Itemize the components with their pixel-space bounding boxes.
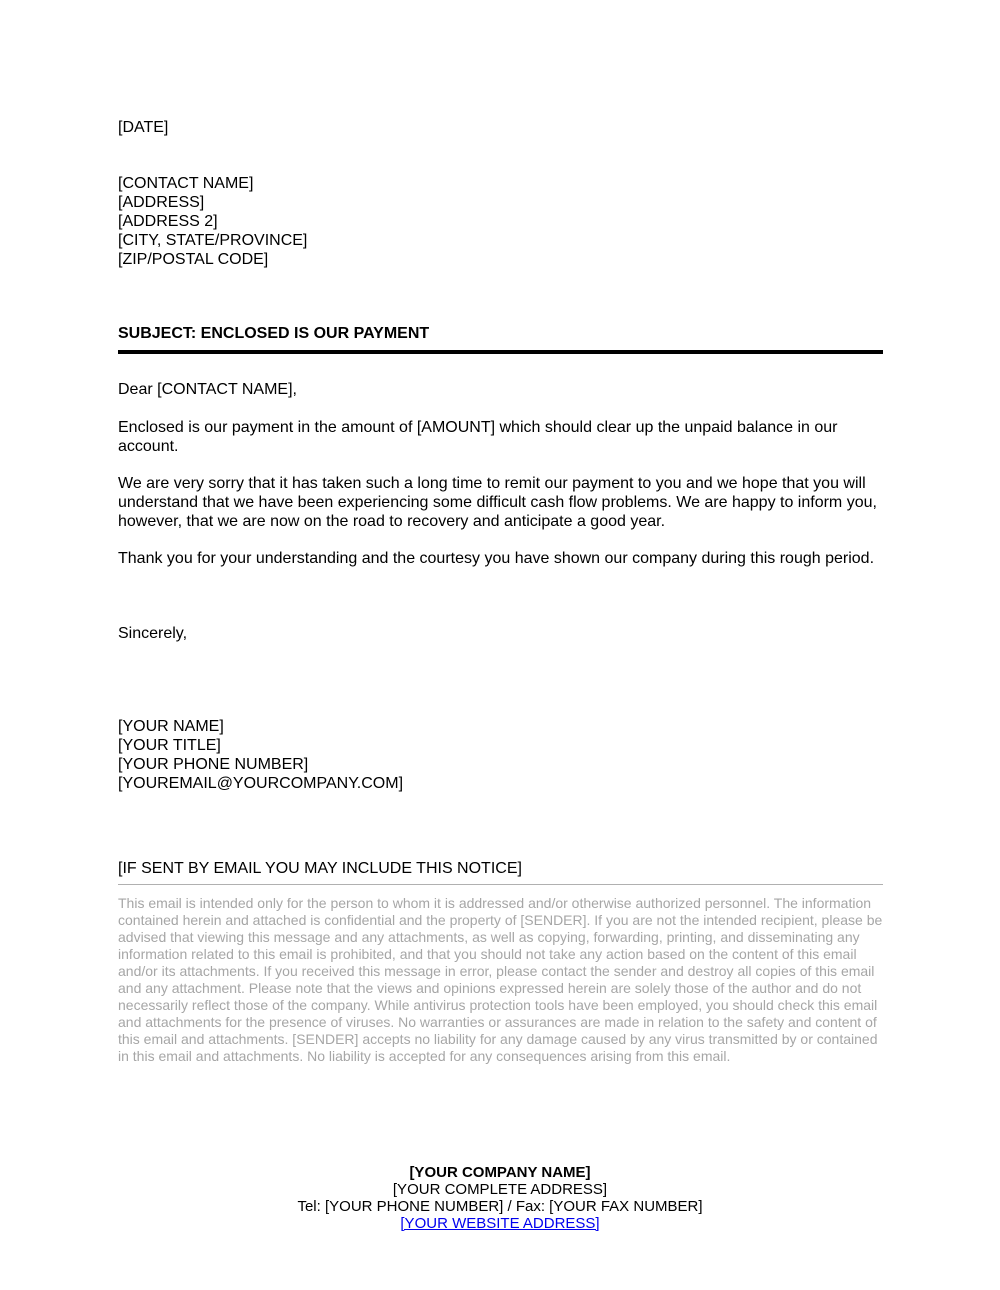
- disclaimer-text: This email is intended only for the person to whom it is addressed and/or otherwise authorized personnel. The information contained herein and attached is confidential and the property of [SENDER]. If you are not the intended recipient, please be advised that viewing this message and any attachments, as well as copying, forwarding, printing, and disseminating any information related to this email is prohibited, and that you should not take any action based on the content of this email and/or its attachments. If you received this message in error, please contact the sender and destroy all copies of this email and any attachment. Please note that the views and opinions expressed herein are solely those of the author and do not necessarily reflect those of the company. While antivirus protection tools have been employed, you should check this email and attachments for the presence of viruses. No warranties or assurances are made in relation to the safety and content of this email and attachments. [SENDER] accepts no liability for any damage caused by any virus transmitted by or contained in this email and attachments. No liability is accepted for any consequences arising from this email.: [118, 895, 883, 1064]
- body-paragraph-1: [118, 418, 883, 456]
- paragraph-text: Enclosed is our payment in the amount of [AMOUNT] which should clear up the unpaid balance in our account.: [118, 419, 838, 455]
- footer-company-name: [YOUR COMPANY NAME]: [409, 1164, 591, 1181]
- email-notice-heading: [118, 859, 883, 885]
- signature-email: [YOUREMAIL@YOURCOMPANY.COM]: [118, 775, 404, 792]
- footer-address: [YOUR COMPLETE ADDRESS]: [392, 1181, 608, 1198]
- paragraph-text: Thank you for your understanding and the courtesy you have shown our company during this rough period.: [118, 550, 875, 567]
- recipient-address-block: [118, 174, 883, 269]
- letter-date: [118, 118, 883, 137]
- recipient-address-2: [ADDRESS 2]: [118, 213, 218, 230]
- date-text: [DATE]: [118, 119, 169, 136]
- email-disclaimer: [118, 895, 883, 1065]
- closing-text: Sincerely,: [118, 625, 188, 642]
- paragraph-text: We are very sorry that it has taken such a long time to remit our payment to you and we hope that you will understand that we have been experiencing some difficult cash flow problems. We are happy to inform you, however, that we are now on the road to recovery and anticipate a good year.: [118, 475, 877, 530]
- body-paragraph-2: [118, 474, 883, 531]
- company-footer: [0, 1164, 1000, 1232]
- recipient-contact-name: [CONTACT NAME]: [118, 175, 254, 192]
- signature-phone: [YOUR PHONE NUMBER]: [118, 756, 309, 773]
- subject-line: [118, 324, 883, 354]
- footer-contact: Tel: [YOUR PHONE NUMBER] / Fax: [YOUR FAX NUMBER]: [297, 1198, 703, 1215]
- greeting: [118, 380, 883, 399]
- recipient-zip: [ZIP/POSTAL CODE]: [118, 251, 269, 268]
- recipient-city-state: [CITY, STATE/PROVINCE]: [118, 232, 308, 249]
- recipient-address: [ADDRESS]: [118, 194, 205, 211]
- greeting-text: Dear [CONTACT NAME],: [118, 381, 297, 398]
- closing: [118, 624, 883, 643]
- subject-text: SUBJECT: ENCLOSED IS OUR PAYMENT: [118, 325, 430, 342]
- signature-title: [YOUR TITLE]: [118, 737, 221, 754]
- signature-name: [YOUR NAME]: [118, 718, 224, 735]
- body-paragraph-3: [118, 549, 883, 568]
- footer-website-link[interactable]: [YOUR WEBSITE ADDRESS]: [400, 1215, 600, 1232]
- signature-block: [118, 717, 883, 793]
- notice-title-text: [IF SENT BY EMAIL YOU MAY INCLUDE THIS NOTICE]: [118, 860, 522, 877]
